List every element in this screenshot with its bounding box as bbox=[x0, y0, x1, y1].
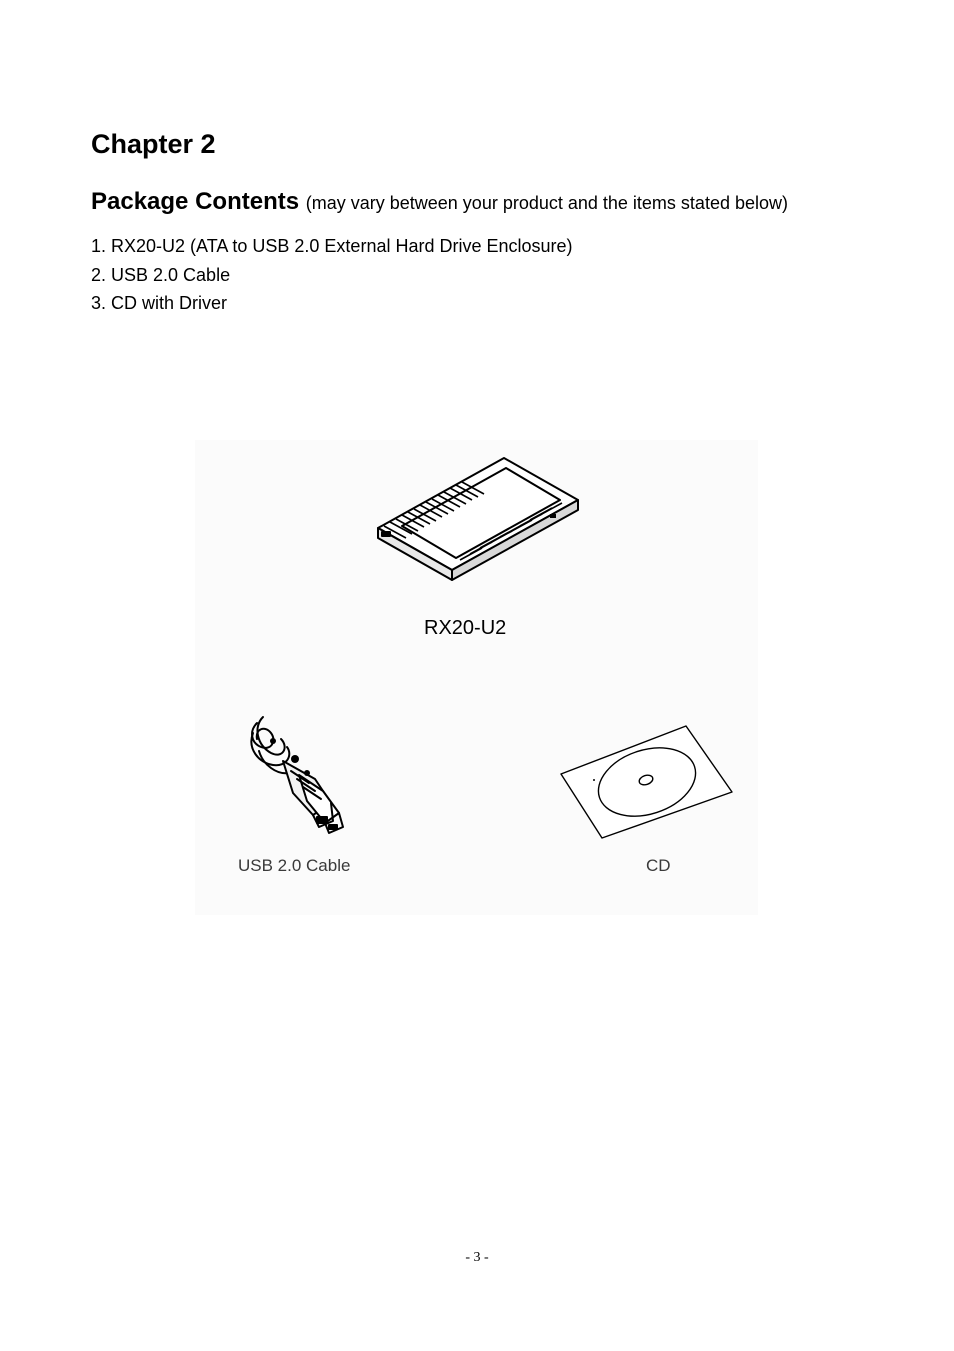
section-title-note: (may vary between your product and the items stated below) bbox=[305, 193, 788, 213]
list-item: 3. CD with Driver bbox=[91, 293, 228, 313]
section-title-main: Package Contents bbox=[91, 188, 300, 215]
enclosure-caption: RX20-U2 bbox=[424, 617, 507, 639]
cd-illustration bbox=[558, 722, 734, 842]
usb-cable-illustration bbox=[243, 713, 355, 835]
cd-caption: CD bbox=[646, 856, 671, 875]
section-title bbox=[91, 187, 788, 218]
usb-cable-caption: USB 2.0 Cable bbox=[238, 856, 351, 875]
enclosure-illustration bbox=[374, 452, 584, 584]
list-item: 2. USB 2.0 Cable bbox=[91, 264, 231, 285]
list-item: 1. RX20-U2 (ATA to USB 2.0 External Hard Drive Enclosure) bbox=[91, 236, 573, 256]
chapter-title: Chapter 2 bbox=[91, 129, 216, 159]
package-contents-list bbox=[91, 232, 573, 318]
page-number: - 3 - bbox=[465, 1250, 489, 1265]
